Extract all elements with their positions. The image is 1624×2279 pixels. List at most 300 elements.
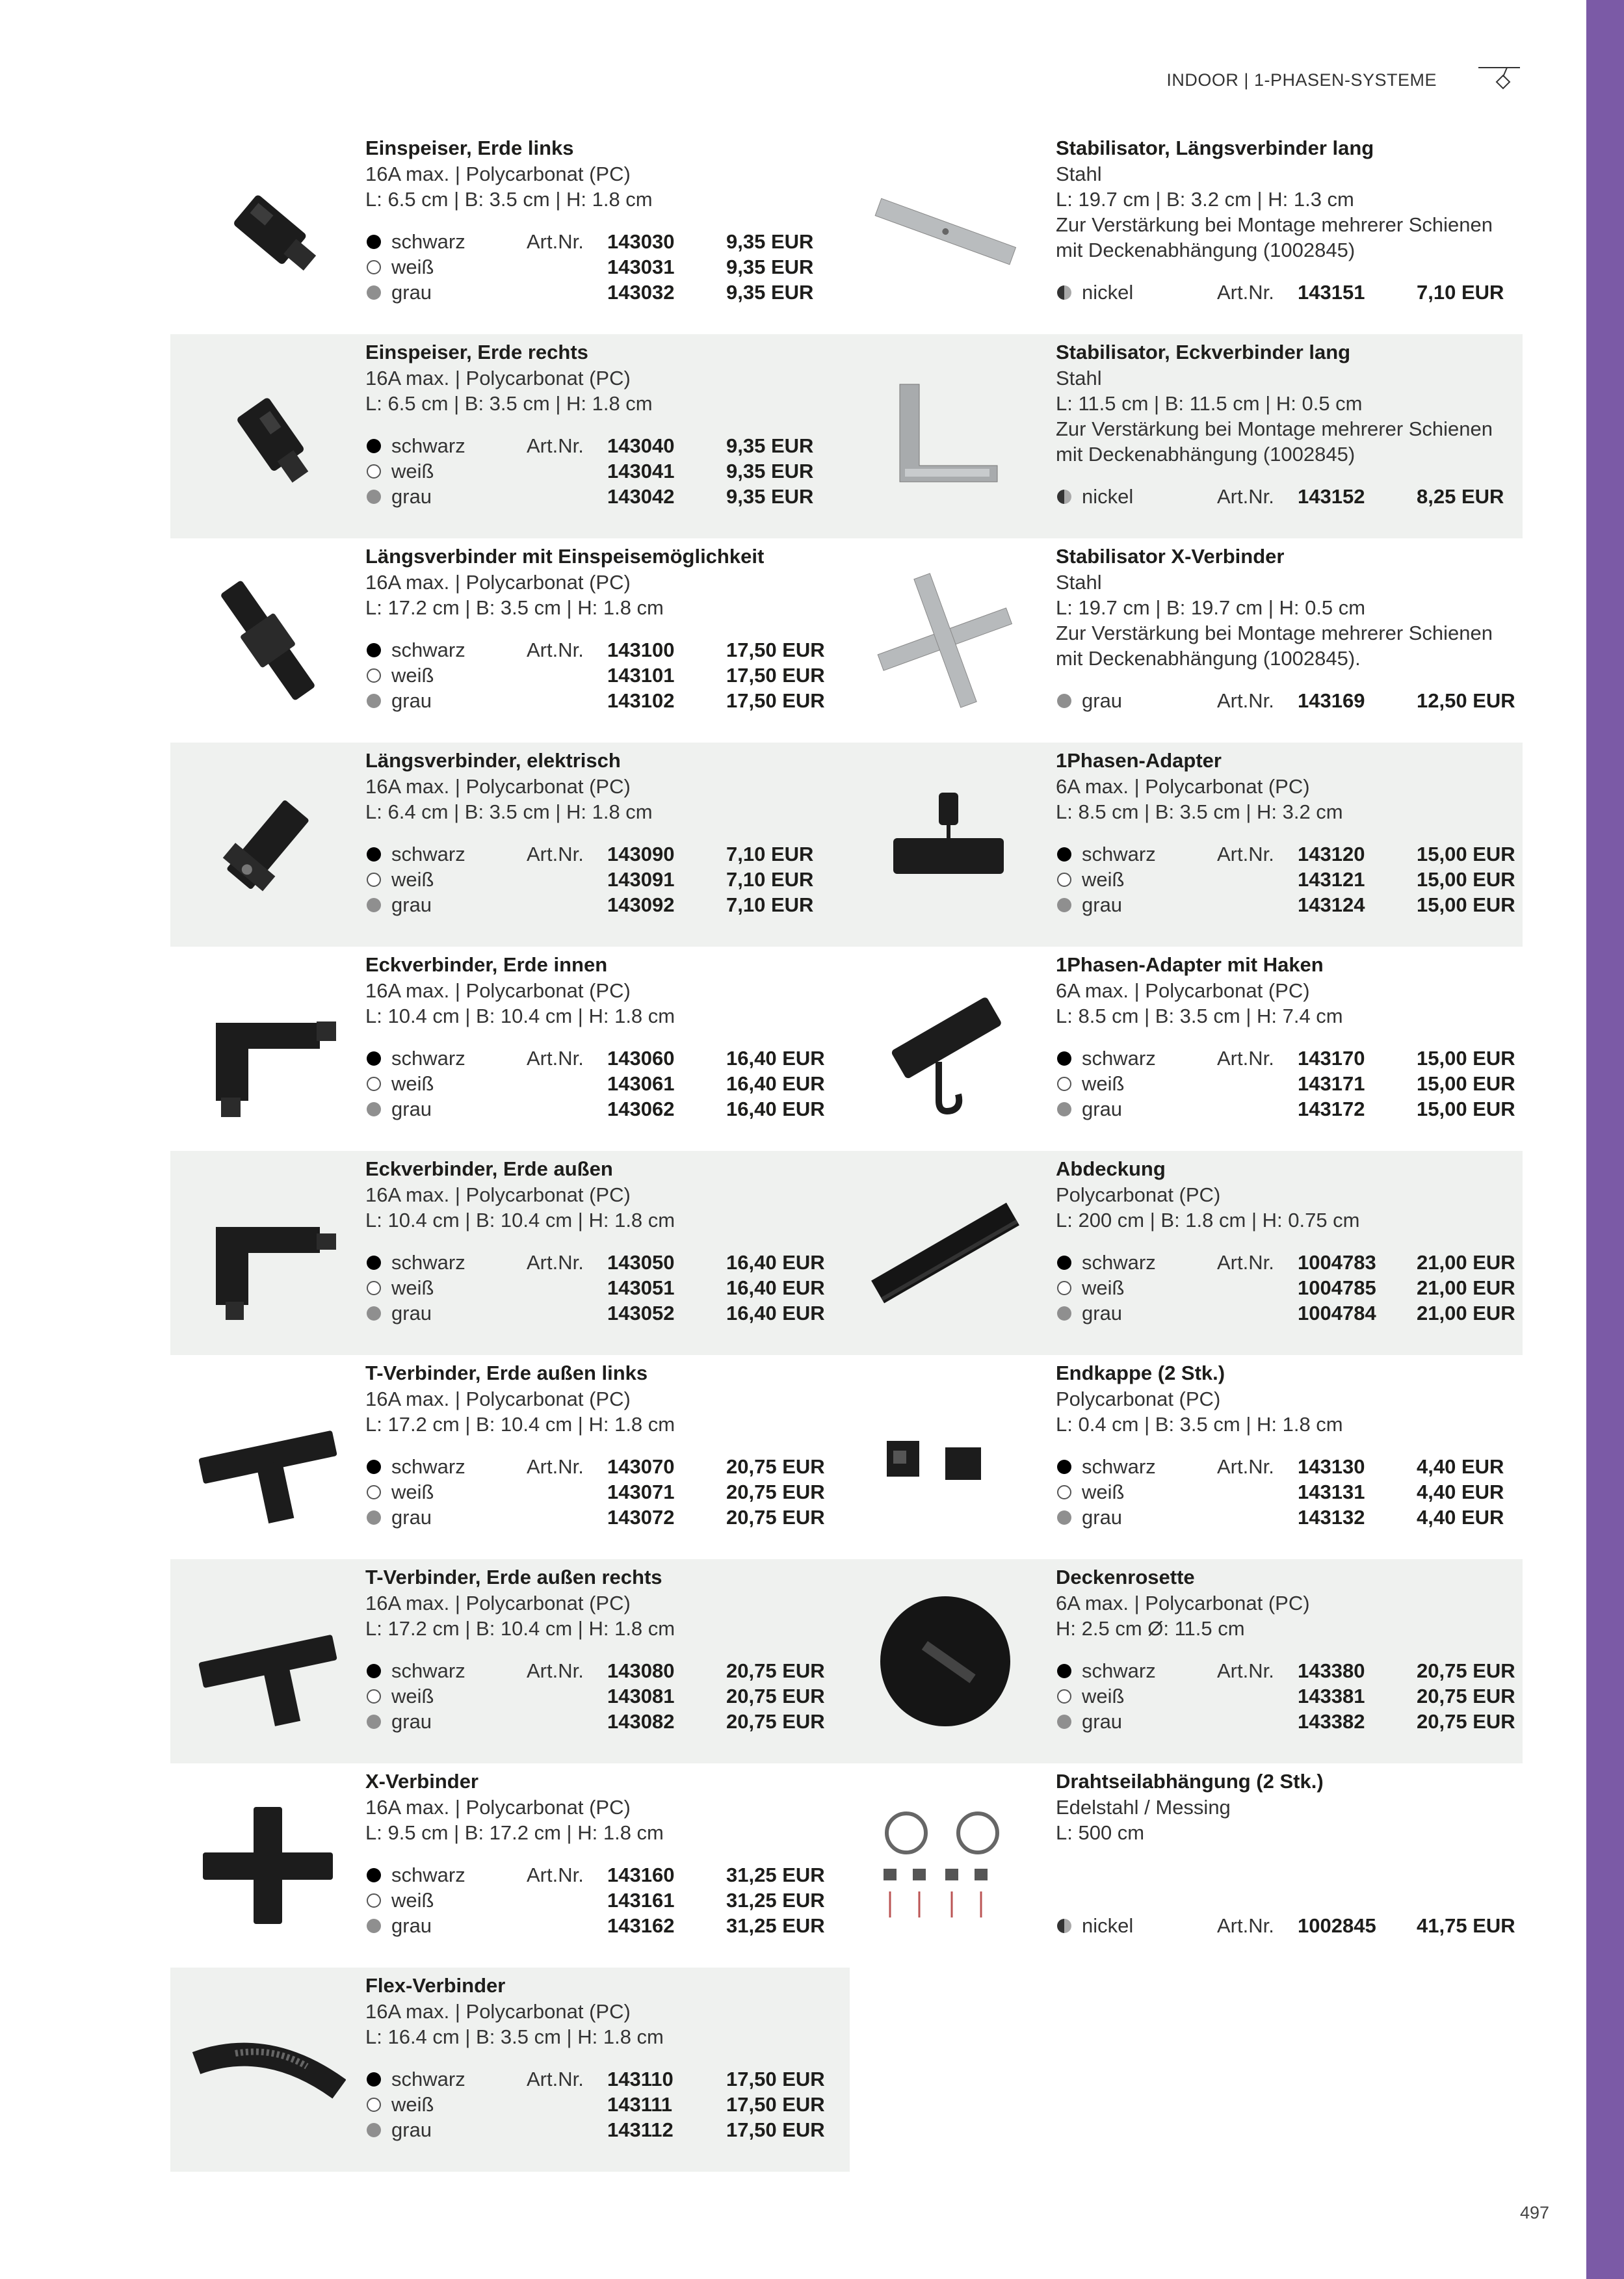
variant-color: schwarz [1082,1047,1156,1070]
color-swatch-icon [367,1868,381,1882]
price: 17,50 EUR [726,639,825,661]
flex-connector-icon [190,1992,346,2148]
price: 15,00 EUR [1417,1047,1515,1070]
product-spec: 6A max. | Polycarbonat (PC) [1056,979,1310,1002]
product-title: Stabilisator X-Verbinder [1056,545,1285,568]
color-swatch-icon [1057,898,1071,912]
price: 17,50 EUR [726,2068,825,2090]
article-number: 143071 [607,1481,675,1503]
product-title: 1Phasen-Adapter mit Haken [1056,953,1324,976]
color-swatch-icon [1057,847,1071,862]
art-nr-label: Art.Nr. [1217,1251,1274,1274]
price: 15,00 EUR [1417,868,1515,891]
stabilizer-corner-icon [867,358,1023,514]
variant-color: schwarz [391,1455,465,1478]
price: 17,50 EUR [726,664,825,687]
product-block [848,1355,1523,1559]
variant-color: grau [1082,1710,1123,1733]
color-swatch-icon [367,1460,381,1474]
side-color-bar [1586,0,1624,2279]
variant-row [365,1454,843,1479]
color-swatch-icon [367,490,381,504]
art-nr-label: Art.Nr. [1217,1047,1274,1070]
price: 7,10 EUR [726,868,814,891]
article-number: 143062 [607,1098,675,1120]
product-image [848,743,1043,947]
color-swatch-icon [1057,1256,1071,1270]
adapter-icon [867,767,1023,923]
article-number: 143082 [607,1710,675,1733]
color-swatch-icon [1057,694,1071,708]
article-number: 143092 [607,893,675,916]
product-block [848,947,1523,1151]
product-spec: 16A max. | Polycarbonat (PC) [365,1183,631,1206]
color-swatch-icon [367,1102,381,1116]
variant-color: schwarz [391,1864,465,1886]
variant-color: weiß [391,1685,434,1707]
variant-color: weiß [391,1276,434,1299]
product-info [1056,952,1516,1029]
variant-list [365,1250,843,1326]
price: 20,75 EUR [726,1710,825,1733]
product-info [1056,748,1516,824]
variant-list [1056,280,1516,305]
variant-color: schwarz [1082,1251,1156,1274]
product-block [848,1763,1523,1968]
product-image [848,538,1043,743]
color-swatch-icon [367,1664,381,1678]
color-swatch-icon [367,1510,381,1525]
art-nr-label: Art.Nr. [527,1455,584,1478]
product-spec: 16A max. | Polycarbonat (PC) [365,1592,631,1614]
variant-row [1056,1683,1516,1709]
article-number: 143102 [607,689,675,712]
corner-inner-icon [190,971,346,1127]
t-connector-right-icon [190,1583,346,1739]
variant-row [1056,1454,1516,1479]
price: 20,75 EUR [726,1455,825,1478]
article-number: 143171 [1298,1072,1365,1095]
article-number: 143130 [1298,1455,1365,1478]
variant-list [365,229,843,305]
price: 31,25 EUR [726,1914,825,1937]
variant-row [1056,280,1516,305]
article-number: 143124 [1298,893,1365,916]
variant-row [365,280,843,305]
product-image [848,1355,1043,1559]
variant-row [1056,867,1516,892]
variant-color: weiß [391,2093,434,2116]
article-number: 143151 [1298,281,1365,304]
variant-color: grau [391,1710,432,1733]
variant-row [1056,1096,1516,1122]
variant-list [365,841,843,917]
color-swatch-icon [367,643,381,657]
product-info [365,1156,843,1233]
price: 17,50 EUR [726,689,825,712]
variant-color: grau [391,485,432,508]
product-title: Längsverbinder, elektrisch [365,749,621,772]
article-number: 143161 [607,1889,675,1912]
price: 15,00 EUR [1417,1098,1515,1120]
article-number: 143380 [1298,1659,1365,1682]
variant-color: grau [391,2118,432,2141]
t-connector-left-icon [190,1379,346,1535]
product-image [170,743,365,947]
color-swatch-icon [1057,1485,1071,1499]
product-block [848,743,1523,947]
article-number: 143111 [607,2093,673,2116]
product-spec: 16A max. | Polycarbonat (PC) [365,163,631,185]
variant-color: grau [1082,1506,1123,1529]
price: 16,40 EUR [726,1098,825,1120]
product-block [848,538,1523,743]
variant-color: schwarz [391,1659,465,1682]
price: 9,35 EUR [726,434,814,457]
art-nr-label: Art.Nr. [527,1864,584,1886]
variant-color: schwarz [391,639,465,661]
color-swatch-icon [367,2123,381,2137]
color-swatch-icon [1057,1281,1071,1295]
product-spec: 16A max. | Polycarbonat (PC) [365,1388,631,1410]
variant-color: grau [391,893,432,916]
product-title: Deckenrosette [1056,1566,1195,1588]
variant-row [365,637,843,663]
end-cap-icon [867,1379,1023,1535]
variant-color: grau [391,1506,432,1529]
variant-row [365,1709,843,1734]
color-swatch-icon [1057,1102,1071,1116]
article-number: 143091 [607,868,675,891]
variant-row [365,1250,843,1275]
product-spec: 16A max. | Polycarbonat (PC) [365,775,631,798]
color-swatch-icon [1057,1510,1071,1525]
product-spec: H: 2.5 cm Ø: 11.5 cm [1056,1617,1245,1640]
variant-color: schwarz [391,434,465,457]
product-info [365,1564,843,1641]
color-swatch-icon [1057,1460,1071,1474]
variant-row [365,1913,843,1938]
adapter-hook-icon [867,971,1023,1127]
variant-row [1056,892,1516,917]
price: 20,75 EUR [726,1506,825,1529]
variant-row [365,1275,843,1300]
variant-color: weiß [1082,1072,1125,1095]
variant-list [1056,688,1516,713]
product-info [1056,1564,1516,1641]
product-spec: L: 6.4 cm | B: 3.5 cm | H: 1.8 cm [365,800,653,823]
product-title: Stabilisator, Längsverbinder lang [1056,137,1374,159]
variant-color: weiß [391,868,434,891]
variant-row [365,433,843,458]
track-system-icon [1477,61,1523,94]
price: 9,35 EUR [726,460,814,482]
article-number: 143152 [1298,485,1365,508]
product-info [1056,1769,1516,1845]
art-nr-label: Art.Nr. [1217,1914,1274,1937]
article-number: 143160 [607,1864,675,1886]
color-swatch-icon [367,464,381,479]
art-nr-label: Art.Nr. [527,434,584,457]
feeder-right-icon [190,358,346,514]
price: 9,35 EUR [726,281,814,304]
variant-row [365,1505,843,1530]
product-image [170,1355,365,1559]
article-number: 143032 [607,281,675,304]
color-swatch-icon [1057,490,1071,504]
product-block [848,130,1523,334]
product-image [170,1968,365,2172]
color-swatch-icon [1057,1077,1071,1091]
color-swatch-icon [367,847,381,862]
variant-row [365,663,843,688]
article-number: 143121 [1298,868,1365,891]
color-swatch-icon [1057,1689,1071,1704]
product-info [1056,339,1516,467]
product-image [170,1763,365,1968]
right-product-column [848,130,1523,1968]
variant-list [365,1658,843,1734]
variant-row [1056,1505,1516,1530]
variant-row [1056,1913,1516,1938]
price: 16,40 EUR [726,1302,825,1324]
article-number: 143090 [607,843,675,865]
price: 4,40 EUR [1417,1481,1504,1503]
product-spec: Stahl [1056,571,1102,594]
product-info [365,1769,843,1845]
product-info [365,339,843,416]
product-spec: mit Deckenabhängung (1002845) [1056,239,1356,261]
variant-row [365,1300,843,1326]
article-number: 143110 [607,2068,674,2090]
product-spec: L: 16.4 cm | B: 3.5 cm | H: 1.8 cm [365,2025,664,2048]
variant-list [1056,484,1516,509]
product-spec: mit Deckenabhängung (1002845). [1056,647,1361,670]
variant-row [365,1479,843,1505]
variant-color: schwarz [391,2068,465,2090]
product-spec: L: 10.4 cm | B: 10.4 cm | H: 1.8 cm [365,1005,675,1027]
product-spec: L: 19.7 cm | B: 19.7 cm | H: 0.5 cm [1056,596,1366,619]
article-number: 143172 [1298,1098,1365,1120]
variant-color: grau [391,1914,432,1937]
article-number: 143060 [607,1047,675,1070]
variant-color: grau [391,1098,432,1120]
color-swatch-icon [367,439,381,453]
art-nr-label: Art.Nr. [527,1659,584,1682]
product-spec: 16A max. | Polycarbonat (PC) [365,571,631,594]
product-block [170,1559,850,1763]
variant-row [365,841,843,867]
product-spec: Stahl [1056,367,1102,389]
price: 4,40 EUR [1417,1455,1504,1478]
price: 9,35 EUR [726,485,814,508]
price: 21,00 EUR [1417,1302,1515,1324]
variant-row [1056,1709,1516,1734]
art-nr-label: Art.Nr. [1217,1659,1274,1682]
art-nr-label: Art.Nr. [1217,485,1274,508]
product-title: Eckverbinder, Erde innen [365,953,608,976]
ceiling-rose-icon [867,1583,1023,1739]
art-nr-label: Art.Nr. [527,639,584,661]
color-swatch-icon [1057,1919,1071,1933]
price: 20,75 EUR [726,1685,825,1707]
price: 31,25 EUR [726,1864,825,1886]
product-spec: Zur Verstärkung bei Montage mehrerer Schienen [1056,213,1493,236]
color-swatch-icon [367,1281,381,1295]
variant-row [365,1888,843,1913]
variant-row [365,458,843,484]
price: 12,50 EUR [1417,689,1515,712]
product-image [848,947,1043,1151]
variant-list [1056,1046,1516,1122]
product-title: Einspeiser, Erde links [365,137,574,159]
variant-color: weiß [391,460,434,482]
variant-row [365,2066,843,2092]
variant-row [1056,1658,1516,1683]
variant-row [1056,1275,1516,1300]
article-number: 143170 [1298,1047,1365,1070]
variant-color: nickel [1082,485,1134,508]
variant-list [365,2066,843,2142]
price: 20,75 EUR [726,1659,825,1682]
left-product-column [170,130,850,2172]
variant-color: nickel [1082,281,1134,304]
product-spec: Polycarbonat (PC) [1056,1388,1221,1410]
product-spec: 6A max. | Polycarbonat (PC) [1056,775,1310,798]
article-number: 143120 [1298,843,1365,865]
product-spec: L: 6.5 cm | B: 3.5 cm | H: 1.8 cm [365,188,653,211]
article-number: 143081 [607,1685,675,1707]
art-nr-label: Art.Nr. [1217,843,1274,865]
variant-list [1056,1658,1516,1734]
variant-list [365,1046,843,1122]
product-spec: Polycarbonat (PC) [1056,1183,1221,1206]
product-info [1056,1156,1516,1233]
price: 8,25 EUR [1417,485,1504,508]
product-block [170,538,850,743]
price: 17,50 EUR [726,2118,825,2141]
color-swatch-icon [367,1485,381,1499]
art-nr-label: Art.Nr. [527,843,584,865]
product-title: Endkappe (2 Stk.) [1056,1362,1225,1384]
color-swatch-icon [367,235,381,249]
product-info [365,952,843,1029]
variant-list [1056,1913,1516,1938]
price: 9,35 EUR [726,230,814,253]
variant-list [365,637,843,713]
color-swatch-icon [367,260,381,274]
product-spec: 16A max. | Polycarbonat (PC) [365,979,631,1002]
product-title: Flex-Verbinder [365,1974,506,1997]
product-spec: L: 0.4 cm | B: 3.5 cm | H: 1.8 cm [1056,1413,1343,1436]
article-number: 143100 [607,639,675,661]
feeder-left-icon [190,154,346,310]
product-image [848,334,1043,538]
variant-row [365,1862,843,1888]
variant-color: schwarz [1082,1659,1156,1682]
variant-color: weiß [1082,1481,1125,1503]
color-swatch-icon [367,873,381,887]
article-number: 143061 [607,1072,675,1095]
art-nr-label: Art.Nr. [527,1251,584,1274]
article-number: 143030 [607,230,675,253]
cover-strip-icon [867,1175,1023,1331]
product-image [170,1559,365,1763]
corner-outer-icon [190,1175,346,1331]
variant-row [1056,1479,1516,1505]
product-spec: 6A max. | Polycarbonat (PC) [1056,1592,1310,1614]
price: 21,00 EUR [1417,1276,1515,1299]
variant-row [1056,1046,1516,1071]
product-spec: L: 200 cm | B: 1.8 cm | H: 0.75 cm [1056,1209,1360,1232]
article-number: 143169 [1298,689,1365,712]
article-number: 143050 [607,1251,675,1274]
color-swatch-icon [367,898,381,912]
article-number: 143042 [607,485,675,508]
variant-color: grau [391,689,432,712]
product-spec: L: 10.4 cm | B: 10.4 cm | H: 1.8 cm [365,1209,675,1232]
art-nr-label: Art.Nr. [527,1047,584,1070]
article-number: 1004784 [1298,1302,1376,1324]
color-swatch-icon [367,1256,381,1270]
product-title: X-Verbinder [365,1770,478,1793]
product-block [848,1151,1523,1355]
variant-row [1056,484,1516,509]
price: 4,40 EUR [1417,1506,1504,1529]
variant-list [1056,1454,1516,1530]
variant-color: weiß [391,1072,434,1095]
product-block [848,1559,1523,1763]
article-number: 143112 [607,2118,674,2141]
product-spec: L: 500 cm [1056,1821,1145,1844]
product-spec: 16A max. | Polycarbonat (PC) [365,1796,631,1819]
price: 20,75 EUR [1417,1685,1515,1707]
article-number: 143132 [1298,1506,1365,1529]
product-spec: L: 19.7 cm | B: 3.2 cm | H: 1.3 cm [1056,188,1354,211]
variant-color: schwarz [391,230,465,253]
product-spec: L: 17.2 cm | B: 10.4 cm | H: 1.8 cm [365,1617,675,1640]
electrical-connector-icon [190,767,346,923]
article-number: 143080 [607,1659,675,1682]
price: 16,40 EUR [726,1251,825,1274]
variant-color: grau [1082,1098,1123,1120]
variant-color: weiß [391,664,434,687]
product-spec: L: 6.5 cm | B: 3.5 cm | H: 1.8 cm [365,392,653,415]
wire-suspension-icon [867,1787,1023,1943]
product-spec: L: 8.5 cm | B: 3.5 cm | H: 3.2 cm [1056,800,1343,823]
product-image [170,947,365,1151]
variant-color: schwarz [391,843,465,865]
article-number: 143040 [607,434,675,457]
color-swatch-icon [367,2098,381,2112]
variant-row [365,1658,843,1683]
color-swatch-icon [367,1077,381,1091]
variant-row [365,2117,843,2142]
color-swatch-icon [367,2072,381,2087]
product-image [170,538,365,743]
price: 7,10 EUR [726,893,814,916]
product-spec: Zur Verstärkung bei Montage mehrerer Schienen [1056,622,1493,644]
article-number: 1004783 [1298,1251,1376,1274]
article-number: 1002845 [1298,1914,1376,1937]
variant-row [365,1096,843,1122]
variant-color: nickel [1082,1914,1134,1937]
price: 16,40 EUR [726,1047,825,1070]
product-image [848,130,1043,334]
color-swatch-icon [367,285,381,300]
product-title: Abdeckung [1056,1157,1166,1180]
page-number: 497 [1520,2203,1550,2222]
